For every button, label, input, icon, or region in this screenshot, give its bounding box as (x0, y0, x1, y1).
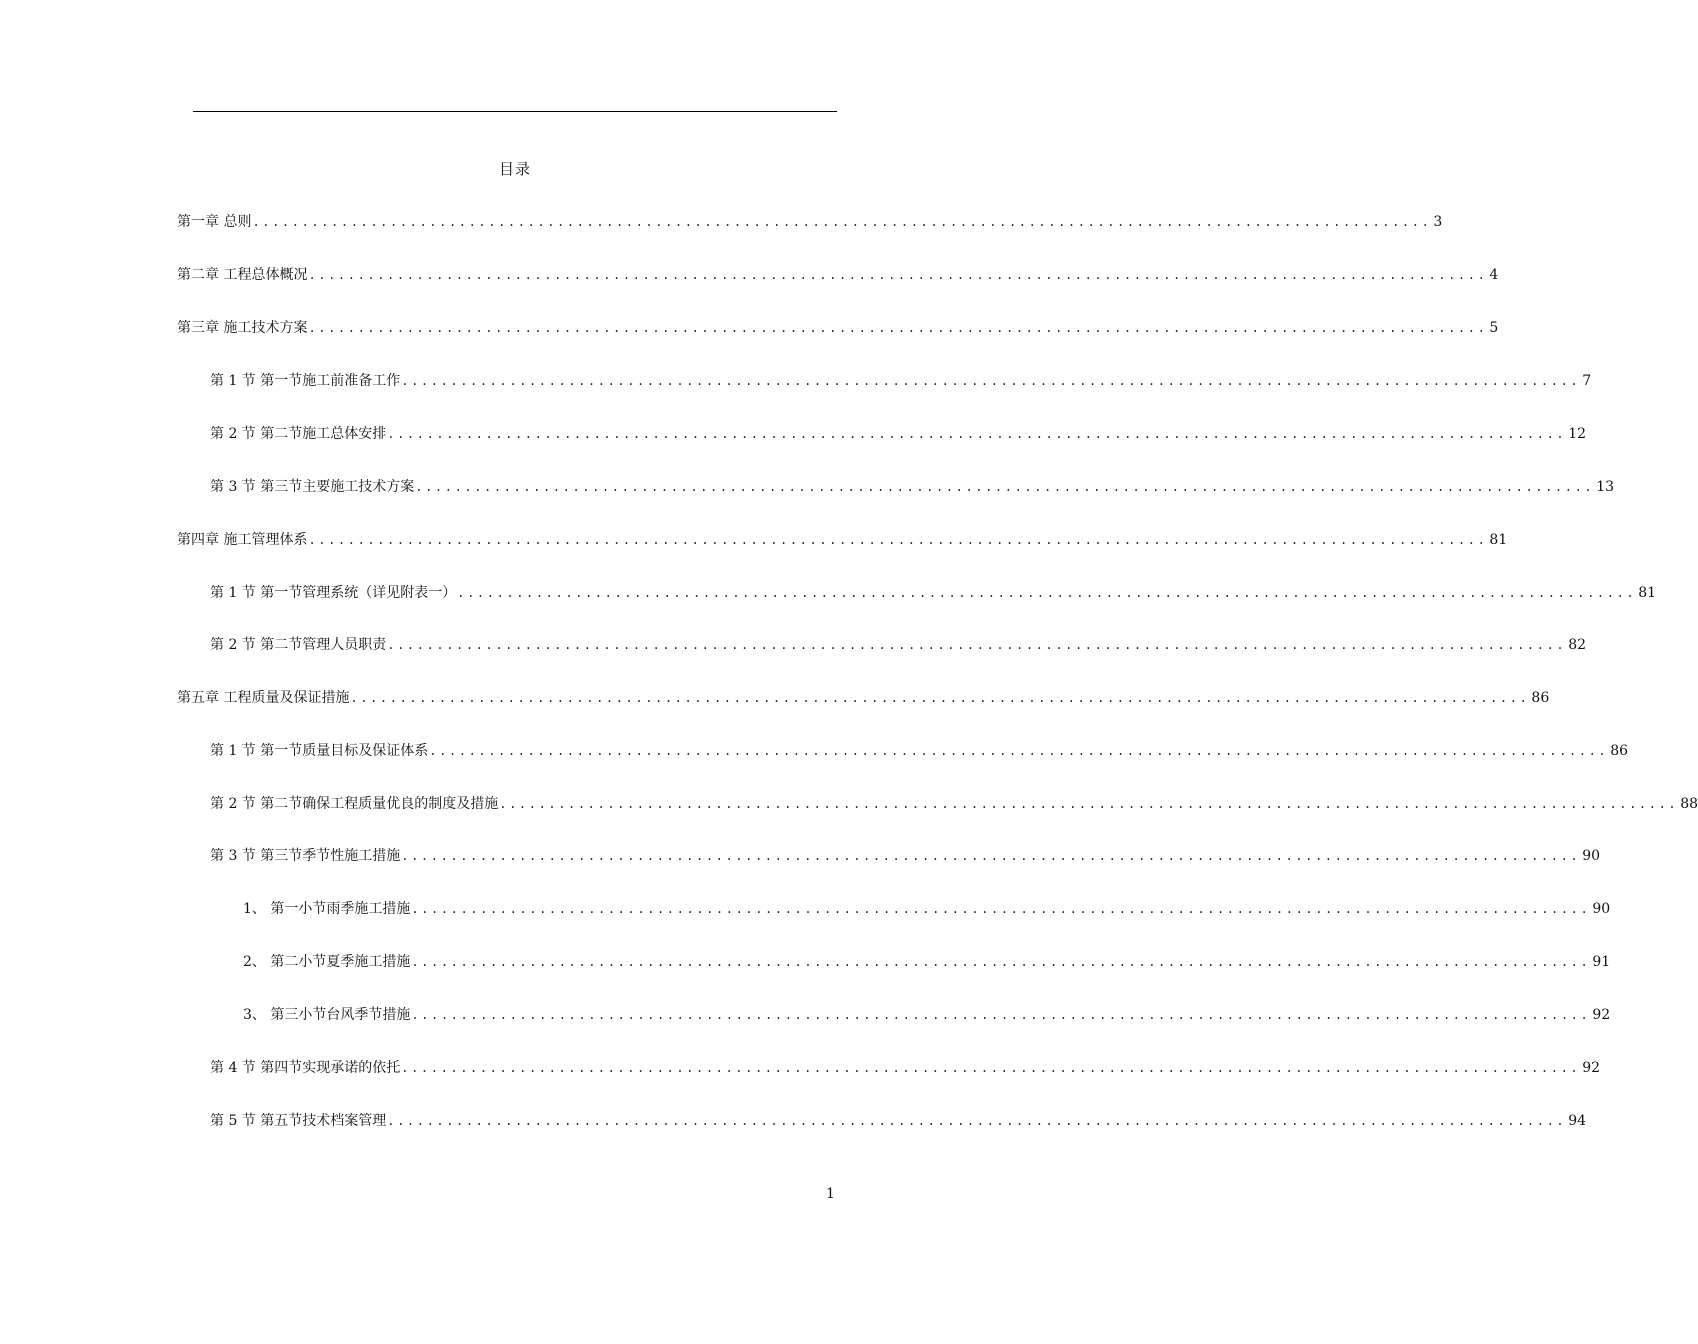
toc-entry-page: 5 (1489, 320, 1499, 336)
toc-entry-label: 第 2 节 第二节管理人员职责 (210, 637, 387, 653)
dot-leader: ........................................................................................................................ (401, 374, 1581, 388)
dot-leader: ........................................................................................................................ (387, 638, 1567, 652)
toc-title: 目录 (498, 160, 531, 178)
toc-entry-chapter-4-section-1[interactable] (210, 582, 1657, 604)
dot-leader: ........................................................................................................................ (429, 744, 1609, 758)
dot-leader: ........................................................................................................................ (387, 427, 1567, 441)
toc-entry-label: 第 2 节 第二节施工总体安排 (210, 426, 387, 442)
toc-entry-label: 第三章 施工技术方案 (177, 320, 308, 336)
toc-entry-label: 第 1 节 第一节管理系统（详见附表一） (210, 585, 457, 601)
toc-entry-page: 7 (1582, 373, 1592, 389)
toc-entry-chapter-5-section-4[interactable] (210, 1057, 1601, 1079)
dot-leader: ........................................................................................................................ (401, 1061, 1581, 1075)
dot-leader: ........................................................................................................................ (350, 691, 1530, 705)
toc-entry-page: 86 (1610, 743, 1629, 759)
toc-entry-page: 92 (1592, 1007, 1611, 1023)
toc-entry-chapter-5-section-2[interactable] (210, 793, 1698, 815)
dot-leader: ........................................................................................................................ (387, 1114, 1567, 1128)
toc-entry-page: 88 (1680, 796, 1698, 812)
dot-leader: ........................................................................................................................ (308, 533, 1488, 547)
dot-leader: ........................................................................................................................ (252, 215, 1432, 229)
toc-entry-label: 第四章 施工管理体系 (177, 532, 308, 548)
toc-entry-page: 81 (1638, 585, 1657, 601)
toc-entry-chapter-3-section-2[interactable] (210, 423, 1587, 445)
dot-leader: ........................................................................................................................ (308, 268, 1488, 282)
toc-entry-label: 第 1 节 第一节施工前准备工作 (210, 373, 401, 389)
toc-entry-page: 3 (1433, 214, 1443, 230)
toc-entry-label: 第 3 节 第三节主要施工技术方案 (210, 479, 415, 495)
toc-entry-label: 第 3 节 第三节季节性施工措施 (210, 848, 401, 864)
toc-entry-chapter-3-section-1[interactable] (210, 370, 1592, 392)
toc-entry-subsection-1[interactable] (243, 898, 1611, 920)
dot-leader: ........................................................................................................................ (308, 321, 1488, 335)
toc-entry-page: 12 (1568, 426, 1587, 442)
toc-entry-chapter-4[interactable] (177, 529, 1508, 551)
toc-entry-page: 94 (1568, 1113, 1587, 1129)
toc-entry-label: 第 1 节 第一节质量目标及保证体系 (210, 743, 429, 759)
toc-entry-chapter-5-section-1[interactable] (210, 740, 1629, 762)
toc-entry-label: 第一章 总则 (177, 214, 252, 230)
dot-leader: ........................................................................................................................ (411, 902, 1591, 916)
toc-entry-chapter-4-section-2[interactable] (210, 634, 1587, 656)
dot-leader: ........................................................................................................................ (415, 480, 1595, 494)
page-number: 1 (826, 1186, 835, 1202)
toc-entry-label: 第 2 节 第二节确保工程质量优良的制度及措施 (210, 796, 499, 812)
toc-entry-chapter-5-section-3[interactable] (210, 845, 1601, 867)
toc-entry-chapter-5-section-5[interactable] (210, 1110, 1587, 1132)
dot-leader: ........................................................................................................................ (411, 1008, 1591, 1022)
toc-entry-label: 1、 第一小节雨季施工措施 (243, 901, 411, 917)
toc-entry-page: 86 (1531, 690, 1550, 706)
toc-entry-label: 第 4 节 第四节实现承诺的依托 (210, 1060, 401, 1076)
toc-entry-chapter-5[interactable] (177, 687, 1550, 709)
toc-entry-page: 13 (1596, 479, 1615, 495)
toc-entry-label: 第二章 工程总体概况 (177, 267, 308, 283)
toc-entry-chapter-1[interactable] (177, 211, 1443, 233)
toc-entry-subsection-3[interactable] (243, 1004, 1611, 1026)
toc-entry-page: 82 (1568, 637, 1587, 653)
header-rule (193, 111, 837, 112)
toc-entry-page: 90 (1582, 848, 1601, 864)
toc-entry-page: 92 (1582, 1060, 1601, 1076)
toc-entry-chapter-2[interactable] (177, 264, 1499, 286)
dot-leader: ........................................................................................................................ (499, 797, 1679, 811)
toc-entry-page: 81 (1489, 532, 1508, 548)
toc-entry-subsection-2[interactable] (243, 951, 1611, 973)
dot-leader: ........................................................................................................................ (411, 955, 1591, 969)
toc-entry-label: 第 5 节 第五节技术档案管理 (210, 1113, 387, 1129)
dot-leader: ........................................................................................................................ (401, 849, 1581, 863)
toc-entry-page: 91 (1592, 954, 1611, 970)
toc-entry-chapter-3[interactable] (177, 317, 1499, 339)
toc-entry-chapter-3-section-3[interactable] (210, 476, 1615, 498)
toc-entry-label: 2、 第二小节夏季施工措施 (243, 954, 411, 970)
toc-entry-page: 4 (1489, 267, 1499, 283)
dot-leader: ........................................................................................................................ (457, 586, 1637, 600)
toc-entry-label: 3、 第三小节台风季节措施 (243, 1007, 411, 1023)
toc-entry-label: 第五章 工程质量及保证措施 (177, 690, 350, 706)
toc-entry-page: 90 (1592, 901, 1611, 917)
